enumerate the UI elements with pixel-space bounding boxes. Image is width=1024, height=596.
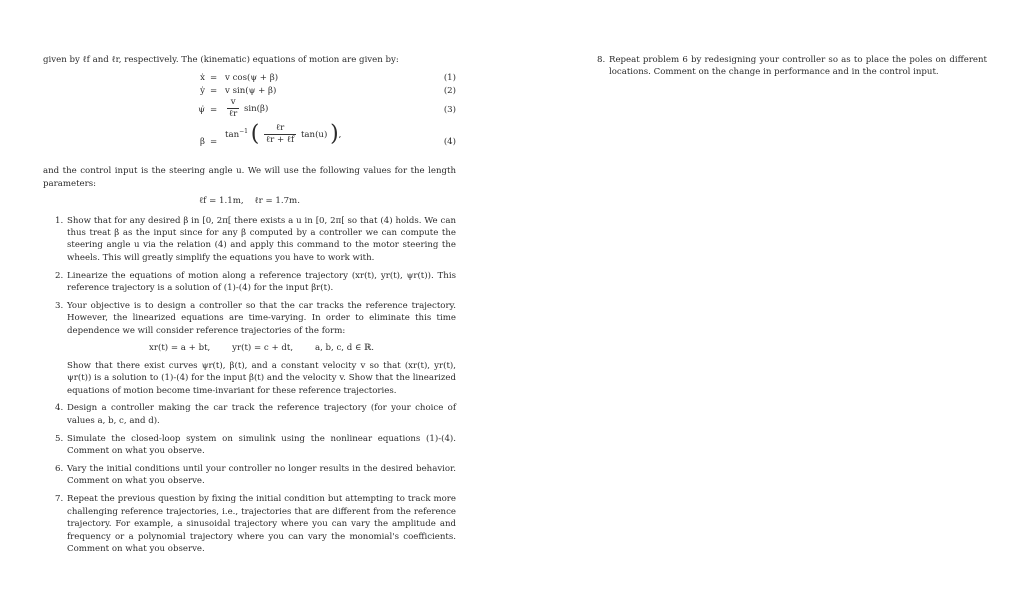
equation-4 <box>43 123 456 161</box>
list-item <box>43 270 456 295</box>
item-number: 2. <box>55 270 64 281</box>
params-line: ℓf = 1.1m, ℓr = 1.7m. <box>199 196 300 207</box>
fraction-numerator: v <box>227 97 239 109</box>
fraction-denominator: ℓr <box>229 109 238 120</box>
item-text: Simulate the closed-loop system on simulink using the nonlinear equations (1)-(4). Comment on what you observe. <box>67 433 456 457</box>
list-item <box>43 215 456 265</box>
control-text: and the control input is the steering angle u. We will use the following values for the length parameters: <box>43 166 456 189</box>
list-item <box>43 493 456 555</box>
equations-block <box>43 72 456 161</box>
equation-2 <box>43 85 456 98</box>
eq-lhs: ẋ <box>200 73 205 84</box>
item-number: 1. <box>55 215 64 226</box>
fraction-denominator: ℓr + ℓf <box>266 135 295 146</box>
item-text: Show that for any desired β in [0, 2π[ there exists a u in [0, 2π[ so that (4) holds. We can thus treat β as the input since for any β computed by a controller we can compute the steering angle u via the relation (4) and apply this command to the motor steering the wheels. This will greatly simplify the equations you have to work with. <box>67 215 456 263</box>
eq-number: (2) <box>443 85 456 96</box>
eq-number: (3) <box>443 105 456 116</box>
eq-rhs <box>225 97 268 120</box>
eq-rhs-sup: −1 <box>239 128 248 136</box>
question-list-continued <box>585 54 987 79</box>
left-column <box>43 54 456 561</box>
eq-sign: = <box>210 85 218 96</box>
equation-3 <box>43 97 456 123</box>
eq-rhs: $\tan^{-1}$ ( $\frac{\text{ℓr}}{\text{ℓr + ℓf}}$ tan(u) ), <box>225 121 342 147</box>
item-number: 6. <box>55 464 64 475</box>
list-item <box>43 402 456 427</box>
item-number: 5. <box>55 433 64 444</box>
eq-lhs: ψ̇ <box>198 105 205 116</box>
item-text: Your objective is to design a controller so that the car tracks the reference trajectory. However, the linearized equations are time-varying. In order to eliminate this time dependence we will consider reference trajectories of the form: <box>67 301 456 336</box>
eq-sign: = <box>210 105 218 116</box>
right-paren: ) <box>330 121 339 147</box>
intro-text: given by ℓf and ℓr, respectively. The (kinematic) equations of motion are given by: <box>43 55 399 65</box>
item-number: 7. <box>55 494 64 505</box>
list-item <box>43 433 456 458</box>
eq-sign: = <box>210 73 218 84</box>
eq-rhs-tail: sin(β) <box>243 104 269 115</box>
eq-rhs-tail: tan(u) <box>300 130 328 141</box>
item-number: 8. <box>597 55 606 65</box>
eq-lhs: ẏ <box>200 85 205 96</box>
display-equation: xr(t) = a + bt, yr(t) = c + dt, a, b, c, d ∈ ℝ. <box>149 343 374 354</box>
right-column <box>585 54 987 84</box>
item-text-continued: Show that there exist curves ψr(t), β(t), and a constant velocity v so that (xr(t), yr(t), ψr(t)) is a solution to (1)-(4) for the input β(t) and the velocity v. Show that the linearized equations of motion become time-invariant for these reference trajectories. <box>67 360 456 396</box>
list-item <box>43 463 456 488</box>
item-text: Design a controller making the car track the reference trajectory (for your choice of values a, b, c, and d). <box>67 403 456 426</box>
item-text: Repeat the previous question by fixing the initial condition but attempting to track more challenging reference trajectories, i.e., trajectories that are different from the reference trajectory. For example, a sinusoidal trajectory where you can vary the amplitude and frequency or a polynomial trajectory where you can vary the monomial's coefficients. Comment on what you observe. <box>67 494 456 554</box>
eq-sign: = <box>210 137 218 148</box>
eq-rhs-prefix: tan <box>225 130 240 141</box>
item-text: Repeat problem 6 by redesigning your controller so as to place the poles on different locations. Comment on the change in performance and in the control input. <box>609 55 987 78</box>
eq-number: (4) <box>443 137 456 148</box>
question-list <box>43 215 456 556</box>
left-paren: ( <box>250 121 260 147</box>
eq-number: (1) <box>443 73 456 84</box>
equation-1 <box>43 72 456 85</box>
fraction <box>227 97 239 120</box>
eq-lhs: β <box>200 137 205 148</box>
list-item <box>43 300 456 397</box>
item-number: 3. <box>55 301 64 312</box>
eq-rhs: v cos(ψ + β) <box>225 73 279 84</box>
fraction <box>264 123 296 146</box>
eq-rhs: v sin(ψ + β) <box>225 85 277 96</box>
list-item <box>585 54 987 79</box>
fraction-numerator: ℓr <box>264 123 296 135</box>
item-text: Linearize the equations of motion along a reference trajectory (xr(t), yr(t), ψr(t)). This reference trajectory is a solution of (1)-(4) for the input βr(t). <box>67 270 456 294</box>
item-number: 4. <box>55 403 64 414</box>
item-text: Vary the initial conditions until your controller no longer results in the desired behavior. Comment on what you observe. <box>67 464 456 487</box>
